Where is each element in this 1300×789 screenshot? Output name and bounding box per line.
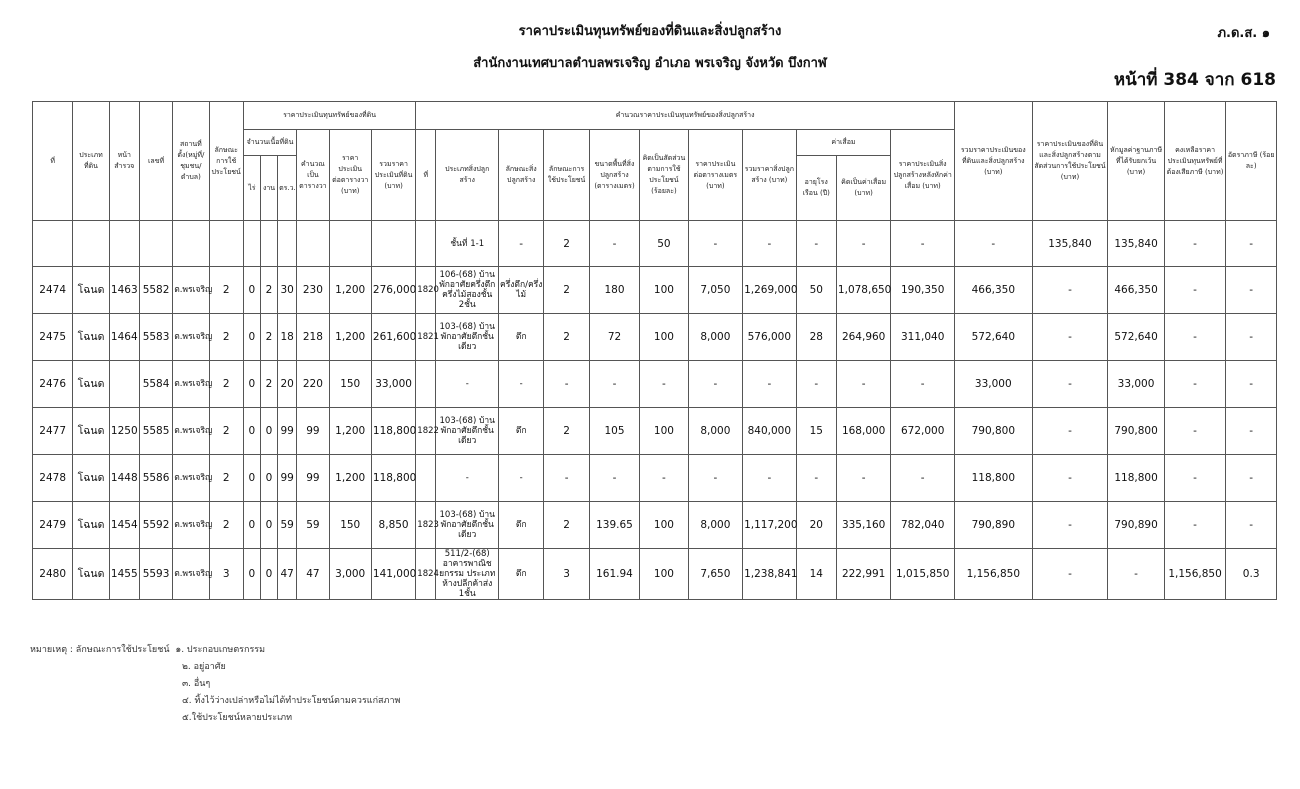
cell-wa: 59 (278, 502, 297, 549)
cell-age: 50 (796, 267, 836, 314)
cell-ngan: 0 (260, 408, 277, 455)
cell-doc-type: โฉนด (73, 502, 109, 549)
cell-price-per-wa: 1,200 (329, 455, 371, 502)
cell-price-per-wa: 3,000 (329, 549, 371, 600)
cell-bprice: 8,000 (688, 314, 742, 361)
cell-doc-type: โฉนด (73, 267, 109, 314)
cell-grand: 1,156,850 (954, 549, 1032, 600)
cell-wa: 47 (278, 549, 297, 600)
group-land: ราคาประเมินทุนทรัพย์ของที่ดิน (243, 102, 415, 130)
cell-price-per-wa: 150 (329, 361, 371, 408)
cell-taxable: - (1164, 221, 1226, 267)
col-building-char: ลักษณะสิ่งปลูกสร้าง (499, 130, 544, 221)
cell-no: 2476 (33, 361, 73, 408)
cell-land-total: 276,000 (371, 267, 415, 314)
cell-exempt: - (1108, 549, 1164, 600)
cell-rai: 0 (243, 361, 260, 408)
cell-bno: 1824 (416, 549, 436, 600)
cell-rate: - (1226, 314, 1277, 361)
cell-rate: - (1226, 361, 1277, 408)
cell-wa: 20 (278, 361, 297, 408)
cell-bchar: ตึก (499, 314, 544, 361)
cell-dep: 1,078,650 (836, 267, 890, 314)
footnote-item: ๒. อยู่อาศัย (182, 662, 226, 672)
cell-bafter: - (891, 455, 955, 502)
cell-bno (416, 361, 436, 408)
col-prop-price: ราคาประเมินของที่ดินและสิ่งปลูกสร้างตามสัดส่วนการใช้ประโยชน์ (บาท) (1032, 102, 1108, 221)
cell-bno: 1823 (416, 502, 436, 549)
cell-dep: - (836, 221, 890, 267)
cell-taxable: 1,156,850 (1164, 549, 1226, 600)
cell-age: - (796, 361, 836, 408)
cell-age: - (796, 221, 836, 267)
group-area: จำนวนเนื้อที่ดิน (243, 130, 296, 156)
cell-prop-price: 135,840 (1032, 221, 1108, 267)
cell-buse: 3 (544, 549, 589, 600)
cell-rai: 0 (243, 549, 260, 600)
cell-buse: - (544, 361, 589, 408)
cell-bno: 1821 (416, 314, 436, 361)
cell-taxable: - (1164, 408, 1226, 455)
footnotes (30, 642, 400, 727)
page-title: ราคาประเมินทุนทรัพย์ของที่ดินและสิ่งปลูกสร้าง (518, 24, 782, 39)
cell-ngan: 2 (260, 267, 277, 314)
cell-survey-page: 1454 (109, 502, 139, 549)
col-building-no: ที่ (416, 130, 436, 221)
col-building-type: ประเภทสิ่งปลูกสร้าง (436, 130, 499, 221)
cell-ngan: 0 (260, 455, 277, 502)
cell-prop-price: - (1032, 455, 1108, 502)
table-row (33, 408, 1277, 455)
cell-usage: 2 (209, 502, 243, 549)
cell-btotal: 576,000 (743, 314, 796, 361)
cell-rate: 0.3 (1226, 549, 1277, 600)
cell-dep: 335,160 (836, 502, 890, 549)
cell-grand: 790,800 (954, 408, 1032, 455)
cell-bno (416, 455, 436, 502)
cell-barea: 180 (589, 267, 639, 314)
col-no: ที่ (33, 102, 73, 221)
cell-no: 2475 (33, 314, 73, 361)
cell-bchar: ตึก (499, 502, 544, 549)
cell-barea: 161.94 (589, 549, 639, 600)
cell-prop-price: - (1032, 549, 1108, 600)
cell-survey-page: 1464 (109, 314, 139, 361)
col-building-use: ลักษณะการใช้ประโยชน์ (544, 130, 589, 221)
cell-btotal: - (743, 455, 796, 502)
cell-price-per-wa: 1,200 (329, 408, 371, 455)
cell-ngan: 0 (260, 549, 277, 600)
cell-exempt: 135,840 (1108, 221, 1164, 267)
cell-rai: 0 (243, 314, 260, 361)
cell-price-per-wa: 1,200 (329, 314, 371, 361)
col-rai: ไร่ (243, 156, 260, 221)
cell-no: 2479 (33, 502, 73, 549)
cell-bafter: 1,015,850 (891, 549, 955, 600)
cell-bpct: 50 (640, 221, 688, 267)
form-code: ภ.ด.ส. ๑ (1217, 26, 1270, 41)
cell-ngan: 2 (260, 314, 277, 361)
cell-grand: 33,000 (954, 361, 1032, 408)
cell-no: 2477 (33, 408, 73, 455)
cell-btype: 511/2-(68) อาคารพาณิชยกรรม ประเภทห้างปลีกค้าส่ง 1ชั้น (436, 549, 499, 600)
table-row (33, 455, 1277, 502)
cell-dep: 222,991 (836, 549, 890, 600)
cell-bpct: 100 (640, 314, 688, 361)
cell-barea: - (589, 361, 639, 408)
col-building-price: ราคาประเมินต่อตารางเมตร (บาท) (688, 130, 742, 221)
cell-btotal: - (743, 361, 796, 408)
cell-prop-price: - (1032, 408, 1108, 455)
cell-usage: 2 (209, 408, 243, 455)
cell-bchar: ตึก (499, 549, 544, 600)
col-location: สถานที่ตั้ง(หมู่ที่/ชุมชน/ตำบล) (173, 102, 209, 221)
cell-total-wa: 230 (297, 267, 329, 314)
cell-survey-page: 1463 (109, 267, 139, 314)
cell-btype: 103-(68) บ้านพักอาศัยตึกชั้นเดียว (436, 408, 499, 455)
cell-survey-page: 1455 (109, 549, 139, 600)
cell-total-wa: 99 (297, 455, 329, 502)
cell-btotal: 1,238,841 (743, 549, 796, 600)
table-row (33, 549, 1277, 600)
cell-wa: 18 (278, 314, 297, 361)
cell-age: - (796, 455, 836, 502)
cell-usage: 2 (209, 361, 243, 408)
cell-age: 14 (796, 549, 836, 600)
footnote-lead: หมายเหตุ : ลักษณะการใช้ประโยชน์ (30, 645, 170, 655)
cell-bpct: - (640, 455, 688, 502)
cell-grand: 790,890 (954, 502, 1032, 549)
cell-grand: - (954, 221, 1032, 267)
cell-usage: 2 (209, 314, 243, 361)
cell-bchar: ครึ่งตึก/ครึ่งไม้ (499, 267, 544, 314)
cell-grand: 466,350 (954, 267, 1032, 314)
cell-bprice: - (688, 455, 742, 502)
cell-taxable: - (1164, 267, 1226, 314)
cell-doc-type: โฉนด (73, 408, 109, 455)
cell-land-total: 141,000 (371, 549, 415, 600)
cell-location: ต.พรเจริญ (173, 408, 209, 455)
cell-prop-price: - (1032, 361, 1108, 408)
cell-land-total: 118,800 (371, 408, 415, 455)
cell-exempt: 33,000 (1108, 361, 1164, 408)
table-row (33, 314, 1277, 361)
cell-doc-type: โฉนด (73, 314, 109, 361)
cell-land-total: 261,600 (371, 314, 415, 361)
cell-bprice: 7,650 (688, 549, 742, 600)
cell-btotal: 1,117,200 (743, 502, 796, 549)
cell-buse: 2 (544, 221, 589, 267)
table-row-floor-summary (33, 221, 1277, 267)
cell-location: ต.พรเจริญ (173, 455, 209, 502)
cell-rate: - (1226, 408, 1277, 455)
col-rate: อัตราภาษี (ร้อยละ) (1226, 102, 1277, 221)
footnote-item: ๕.ใช้ประโยชน์หลายประเภท (182, 713, 293, 723)
cell-barea: - (589, 221, 639, 267)
cell-survey-page: 1250 (109, 408, 139, 455)
cell-btotal: - (743, 221, 796, 267)
cell-wa: 99 (278, 408, 297, 455)
cell-bprice: 7,050 (688, 267, 742, 314)
col-building-total: รวมราคาสิ่งปลูกสร้าง (บาท) (743, 130, 796, 221)
col-building-area: ขนาดพื้นที่สิ่งปลูกสร้าง (ตารางเมตร) (589, 130, 639, 221)
cell-taxable: - (1164, 455, 1226, 502)
cell-rai: 0 (243, 267, 260, 314)
cell-location: ต.พรเจริญ (173, 314, 209, 361)
cell-doc-type: โฉนด (73, 455, 109, 502)
col-wa: ตร.ว. (278, 156, 297, 221)
cell-total-wa: 218 (297, 314, 329, 361)
cell-btype: - (436, 455, 499, 502)
cell-ngan: 0 (260, 502, 277, 549)
cell-price-per-wa: 150 (329, 502, 371, 549)
cell-prop-price: - (1032, 502, 1108, 549)
cell-bchar: - (499, 455, 544, 502)
cell-wa: 30 (278, 267, 297, 314)
cell-taxable: - (1164, 502, 1226, 549)
cell-bpct: 100 (640, 267, 688, 314)
col-price-per-wa: ราคาประเมินต่อตารางวา (บาท) (329, 130, 371, 221)
cell-rate: - (1226, 267, 1277, 314)
page-subtitle: สำนักงานเทศบาลตำบลพรเจริญ อำเภอ พรเจริญ จังหวัด บึงกาฬ (473, 56, 827, 71)
cell-doc-no: 5582 (139, 267, 172, 314)
cell-rai: 0 (243, 502, 260, 549)
cell-survey-page: 1448 (109, 455, 139, 502)
cell-bafter: 782,040 (891, 502, 955, 549)
cell-bafter: 311,040 (891, 314, 955, 361)
col-depreciation: คิดเป็นค่าเสื่อม (บาท) (836, 156, 890, 221)
cell-dep: - (836, 361, 890, 408)
cell-bchar: - (499, 221, 544, 267)
cell-bprice: 8,000 (688, 502, 742, 549)
cell-bchar: ตึก (499, 408, 544, 455)
col-land-total: รวมราคาประเมินที่ดิน (บาท) (371, 130, 415, 221)
cell-location: ต.พรเจริญ (173, 267, 209, 314)
cell-btotal: 1,269,000 (743, 267, 796, 314)
cell-rate: - (1226, 455, 1277, 502)
cell-bafter: - (891, 361, 955, 408)
footnote-item: ๓. อื่นๆ (182, 679, 211, 689)
cell-grand: 572,640 (954, 314, 1032, 361)
cell-btype: 103-(68) บ้านพักอาศัยตึกชั้นเดียว (436, 314, 499, 361)
cell-rai: 0 (243, 408, 260, 455)
cell-dep: - (836, 455, 890, 502)
cell-prop-price: - (1032, 267, 1108, 314)
cell-land-total: 33,000 (371, 361, 415, 408)
cell-doc-no: 5593 (139, 549, 172, 600)
cell-age: 20 (796, 502, 836, 549)
cell-dep: 264,960 (836, 314, 890, 361)
cell-age: 28 (796, 314, 836, 361)
cell-dep: 168,000 (836, 408, 890, 455)
group-building: คำนวณราคาประเมินทุนทรัพย์ของสิ่งปลูกสร้าง (416, 102, 955, 130)
cell-location: ต.พรเจริญ (173, 502, 209, 549)
cell-bno: 1820 (416, 267, 436, 314)
cell-no: 2480 (33, 549, 73, 600)
cell-buse: - (544, 455, 589, 502)
col-total-wa: คำนวณเป็นตารางวา (297, 130, 329, 221)
cell-survey-page (109, 361, 139, 408)
cell-buse: 2 (544, 502, 589, 549)
cell-grand: 118,800 (954, 455, 1032, 502)
col-usage: ลักษณะการใช้ประโยชน์ (209, 102, 243, 221)
cell-land-total: 8,850 (371, 502, 415, 549)
cell-rate: - (1226, 502, 1277, 549)
cell-land-total: 118,800 (371, 455, 415, 502)
cell-bprice: - (688, 221, 742, 267)
cell-bpct: 100 (640, 408, 688, 455)
cell-exempt: 572,640 (1108, 314, 1164, 361)
cell-barea: 72 (589, 314, 639, 361)
cell-bpct: 100 (640, 502, 688, 549)
col-grand-total: รวมราคาประเมินของที่ดินและสิ่งปลูกสร้าง (บาท) (954, 102, 1032, 221)
cell-buse: 2 (544, 314, 589, 361)
cell-buse: 2 (544, 267, 589, 314)
cell-bprice: - (688, 361, 742, 408)
col-age: อายุโรงเรือน (ปี) (796, 156, 836, 221)
col-survey-page: หน้าสำรวจ (109, 102, 139, 221)
cell-btotal: 840,000 (743, 408, 796, 455)
cell-btype: ชั้นที่ 1-1 (436, 221, 499, 267)
cell-bchar: - (499, 361, 544, 408)
cell-bpct: 100 (640, 549, 688, 600)
cell-exempt: 790,890 (1108, 502, 1164, 549)
cell-no: 2474 (33, 267, 73, 314)
cell-barea: 139.65 (589, 502, 639, 549)
cell-doc-type: โฉนด (73, 549, 109, 600)
table-row (33, 267, 1277, 314)
cell-rai: 0 (243, 455, 260, 502)
cell-barea: - (589, 455, 639, 502)
cell-bafter: 190,350 (891, 267, 955, 314)
cell-prop-price: - (1032, 314, 1108, 361)
cell-bno: 1822 (416, 408, 436, 455)
cell-doc-no: 5586 (139, 455, 172, 502)
page-indicator: หน้าที่ 384 จาก 618 (1113, 70, 1276, 90)
cell-location: ต.พรเจริญ (173, 361, 209, 408)
cell-age: 15 (796, 408, 836, 455)
cell-taxable: - (1164, 314, 1226, 361)
cell-buse: 2 (544, 408, 589, 455)
cell-bprice: 8,000 (688, 408, 742, 455)
cell-bafter: - (891, 221, 955, 267)
group-depreciation: ค่าเสื่อม (796, 130, 891, 156)
col-building-pct: คิดเป็นสัดส่วนตามการใช้ประโยชน์ (ร้อยละ) (640, 130, 688, 221)
cell-doc-no: 5583 (139, 314, 172, 361)
cell-exempt: 118,800 (1108, 455, 1164, 502)
cell-total-wa: 59 (297, 502, 329, 549)
cell-doc-no: 5592 (139, 502, 172, 549)
col-ngan: งาน (260, 156, 277, 221)
cell-ngan: 2 (260, 361, 277, 408)
cell-doc-no: 5585 (139, 408, 172, 455)
cell-btype: 103-(68) บ้านพักอาศัยตึกชั้นเดียว (436, 502, 499, 549)
cell-total-wa: 47 (297, 549, 329, 600)
cell-exempt: 790,800 (1108, 408, 1164, 455)
cell-rate: - (1226, 221, 1277, 267)
cell-btype: - (436, 361, 499, 408)
cell-doc-type: โฉนด (73, 361, 109, 408)
col-doc-no: เลขที่ (139, 102, 172, 221)
col-building-after: ราคาประเมินสิ่งปลูกสร้างหลังหักค่าเสื่อม (บาท) (891, 130, 955, 221)
table-row (33, 361, 1277, 408)
footnote-item: ๑. ประกอบเกษตรกรรม (175, 645, 266, 655)
cell-total-wa: 220 (297, 361, 329, 408)
cell-usage: 2 (209, 267, 243, 314)
cell-no: 2478 (33, 455, 73, 502)
cell-exempt: 466,350 (1108, 267, 1164, 314)
cell-usage: 3 (209, 549, 243, 600)
cell-bpct: - (640, 361, 688, 408)
cell-price-per-wa: 1,200 (329, 267, 371, 314)
cell-location: ต.พรเจริญ (173, 549, 209, 600)
cell-barea: 105 (589, 408, 639, 455)
cell-bafter: 672,000 (891, 408, 955, 455)
col-taxable: คงเหลือราคาประเมินทุนทรัพย์ที่ต้องเสียภาษี (บาท) (1164, 102, 1226, 221)
footnote-item: ๔. ทิ้งไว้ว่างเปล่าหรือไม่ได้ทำประโยชน์ตามควรแก่สภาพ (182, 696, 401, 706)
col-doc-type: ประเภทที่ดิน (73, 102, 109, 221)
col-exempt: หักมูลค่าฐานภาษีที่ได้รับยกเว้น (บาท) (1108, 102, 1164, 221)
cell-wa: 99 (278, 455, 297, 502)
table-row (33, 502, 1277, 549)
cell-usage: 2 (209, 455, 243, 502)
cell-total-wa: 99 (297, 408, 329, 455)
cell-taxable: - (1164, 361, 1226, 408)
assessment-table (32, 101, 1277, 600)
cell-doc-no: 5584 (139, 361, 172, 408)
cell-btype: 106-(68) บ้านพักอาศัยครึ่งตึกครึ่งไม้สองชั้น 2ชั้น (436, 267, 499, 314)
